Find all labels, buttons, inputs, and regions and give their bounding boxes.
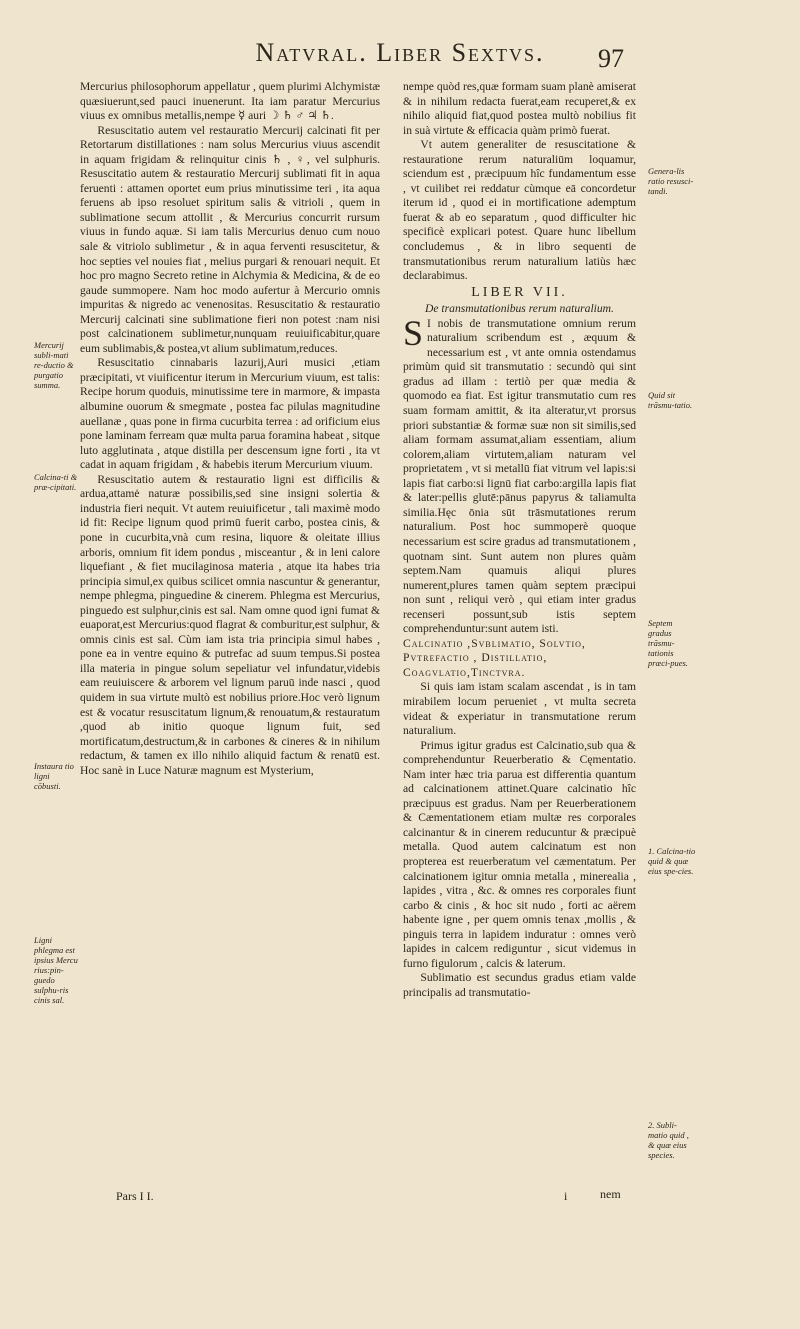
right-paragraph-2: Vt autem generaliter de resuscitatione & restauratione rerum naturaliūm loquamur, sciendum est , præcipuum hîc fundamentum esse , vt cuilibet rei reddatur cùmque eā concordetur iterum id , quod ei in mortificatione ademptum fuerat & ab eo separatum , quod difficulter hic specificè explicari potest. Quare hunc libellum concludemus , & in libro sequenti de transmutationibus rerum naturalium latiùs hæc declarabimus. — [403, 138, 636, 283]
margin-note-right-2: Quid sit trāsmu-tatio. — [648, 390, 693, 410]
page-number: 97 — [598, 44, 624, 73]
drop-capital: S — [403, 312, 424, 353]
signature-letter: i — [564, 1189, 568, 1203]
stages-list: Calcinatio ,Svblimatio, Solvtio, Pvtrefactio , Distillatio, Coagvlatio,Tinctvra. — [403, 636, 586, 679]
right-paragraph-6: Sublimatio est secundus gradus etiam valde principalis ad transmutatio- — [403, 971, 636, 999]
right-paragraph-5: Primus igitur gradus est Calcinatio,sub qua & comprehenduntur Reuerberatio & Cęmentatio. Nam inter hæc tria parua est differentia quantum ad calcinationem attinet.Quare calcinatio hîc præcipuus est gradus. Nam per Reuerberationem & Cæmentationem etiam multæ res corporales calcinantur & in cinerem reducuntur & præcipuè metalla. Quod autem calcinatum est non propterea est reuerberatum vel cæmentatum. Per calcinationem igitur omnia metalla , minerealia , lapides , vitra , &c. & omnes res corporales fiunt carbo & cinis , & hoc sit nudo , forti ac aërem habente igne , per quem omnis tenax ,mollis , & pinguis terra in lapidem induratur : omnes verò lapides in calcem rediguntur , sicut videmus in furno figulorum , calcis & laterum. — [403, 738, 636, 970]
margin-note-left-3: Instaura tio ligni cōbusti. — [34, 761, 74, 791]
signature-mark: Pars I I. — [116, 1189, 154, 1203]
left-paragraph-3: Resuscitatio cinnabaris lazurij,Auri musici ,etiam præcipitati, vt viuificentur iterum in Mercurium viuum, est talis: Recipe horum quoduis, minutissime tere in marmore, & impasta albumine ouorum & smegmate , postea fac pilulas magnitudine auellanæ , quas pone in firma cucurbita terrea : ad orificium eius pone laminam ferream quæ multa parua foramina habeat , sitque luto agglutinata , atque distilla per descensum igne forti , ita vt cadat in aquam frigidam , & habebis iterum Mercurium viuum. — [80, 356, 380, 472]
right-paragraph-4: Si quis iam istam scalam ascendat , is in tam mirabilem locum perueniet , vt multa secreta videat & experiatur in transmutatione rerum naturalium. — [403, 680, 636, 738]
left-column — [80, 80, 380, 778]
margin-note-left-2: Calcina-ti & præ-cipitati. — [34, 472, 78, 492]
left-paragraph-4: Resuscitatio autem & restauratio ligni est difficilis & ardua,attamė naturæ possibilis,sed sine insigni solertia & industria fieri nequit. Vt autem reuiuificetur , tali maximè modo id fit: Recipe lignum quod primū fuerit carbo, postea cinis, & pone in cucurbita,vnà cum resina, liquore & oleitate illius arboris, omnium fit idem pondus , misceantur , & in leni calore liquefiant , & fiet mucilaginosa materia , atque ita habes tria principia simul,ex quibus scilicet omnia nascuntur & generantur, nempe phlegma, pinguedine & cinerem. Phlegma est Mercurius, pinguedo est sulphur,cinis est sal. Nam omne quod igni fumat & euaporat,est Mercurius:quod flagrat & comburitur,est sulphur, & omnis cinis est sal. Cùm iam ista tria principia simul habes , pone ea in ventre equino & putrefac ad suum tempus.Si postea illa materia in pingue solum sepeliatur vel infundatur,videbis eam reuiuiscere & arborem vel lignum paruū inde nasci , quod quidem in sua virtute multò est nobilius priore.Hoc verò lignum est & vocatur resuscitatum lignum,& renouatum,& restauratum ,quod ab initio quoque lignum fuit, sed mortificatum,destructum,& in carbones & cineres & in nihilum redactum, & tamen ex illo nihilo aliquid factum & renatū est. Hoc sanè in Luce Naturæ magnum est Mysterium, — [80, 472, 380, 777]
right-paragraph-3-text: I nobis de transmutatione omnium rerum naturalium scribendum est , æquum & necessarium est , vt ante omnia ostendamus primùm quid sit transmutatio : secundò qui sint gradus ad illam : tertiò per quæ media & quomodo ea fiat. Est igitur transmutatio cum res suam formam amittit, & ita alteratur,vt prorsus priori substantiæ & formæ suæ non sit similis,sed aliam formam assumat,aliam essentiam, alium colorem,aliam virtutem,aliam naturam vel proprietatem , vt si metallū fiat vitrum vel lapis:si lapis fiat carbo:si lignū fiat carbo:argilla lapis fiat & later:pellis glutē:pānus papyrus & taliamulta similia.Hęc ōnia sūt trāsmutationes rerum naturalium. Post hoc summoperè quoque necessarium est scire gradus ad transmutationem , quotnam sint. Sunt autem non plures quàm septem.Nam quamuis aliqui plures numerent,plures tamen quàm septem præcipui non sunt , reliqui verò , qui etiam inter gradus recenseri possunt,sub istis septem comprehenduntur:sunt autem isti. — [403, 316, 636, 636]
margin-note-left-4: Ligni phlegma est ipsius Mercu rius:pin-guedo sulphu-ris cinis sal. — [34, 935, 78, 1005]
margin-note-right-5: 2. Subli-matio quid , & quæ eius species. — [648, 1120, 689, 1160]
margin-note-left-1: Mercurij subli-mati re-ductio & purgatio summa. — [34, 340, 74, 390]
right-column — [403, 80, 636, 1000]
book-heading: LIBER VII. — [471, 284, 568, 300]
catchword: nem — [600, 1187, 621, 1201]
margin-note-right-3: Septem gradus trāsmu-tationis præci-pues. — [648, 618, 688, 668]
margin-note-right-4: 1. Calcina-tio quid & quæ eius spe-cies. — [648, 846, 696, 876]
left-paragraph-2: Resuscitatio autem vel restauratio Mercurij calcinati fit per Retortarum distillationes : nam solus Mercurius viuus ascendit in aquam frigidam & relinquitur cinis ♄ , ♀, vel sulphuris. Resuscitatio autem & restauratio Mercurij sublimati fit in aqua feruenti : attamen oportet eum prius minutissime teri , ita aqua feruens ab ipso resoluet spiritum salis & vitrioli , quem in sublimatione secum attollit , & Mercurius concurrit rursum viuus in fundo aquæ. Si iam talis Mercurius denuo cum nouo sale & vitriolo sublimetur , & in aqua ferventi resuscitetur, & hoc septies vel nouies fiat , melius purgari & renouari nequit. Et hoc pro magno Secreto retine in Alchymia & Medicina, & de eo gaude summopere. Nam hoc modo aufertur à Mercurio omnis impuritas & nigredo ac venenositas. Resuscitatio & restauratio Mercurij calcinati sine sublimatione fieri non potest :nam nisi post calcinationem sublimetur,nunquam reuiuificabitur,quare eum sublimabis,& postea,vt alium sublimatum,reduces. — [80, 123, 380, 355]
running-head: Natvral. Liber Sextvs. — [255, 38, 545, 67]
right-opening: nempe quòd res,quæ formam suam planè amiserat & in nihilum redacta fuerat,eam recuperet,& ex nihilo aliquid fiat,quod postea multò nobilius fit in suà virtute & efficacia quàm primò fuerat. — [403, 80, 636, 137]
margin-note-right-1: Genera-lis ratio resusci-tandi. — [648, 166, 694, 196]
left-paragraph-1: Mercurius philosophorum appellatur , quem plurimi Alchymistæ quæsiuerunt,sed pauci inuenerunt. Ita iam paratur Mercurius viuus ex omnibus metallis,nempe ☿ auri ☽ ♄ ♂ ♃ ♄. — [80, 80, 380, 123]
chapter-title: De transmutationibus rerum naturalium. — [425, 302, 614, 316]
right-paragraph-3 — [403, 312, 636, 637]
